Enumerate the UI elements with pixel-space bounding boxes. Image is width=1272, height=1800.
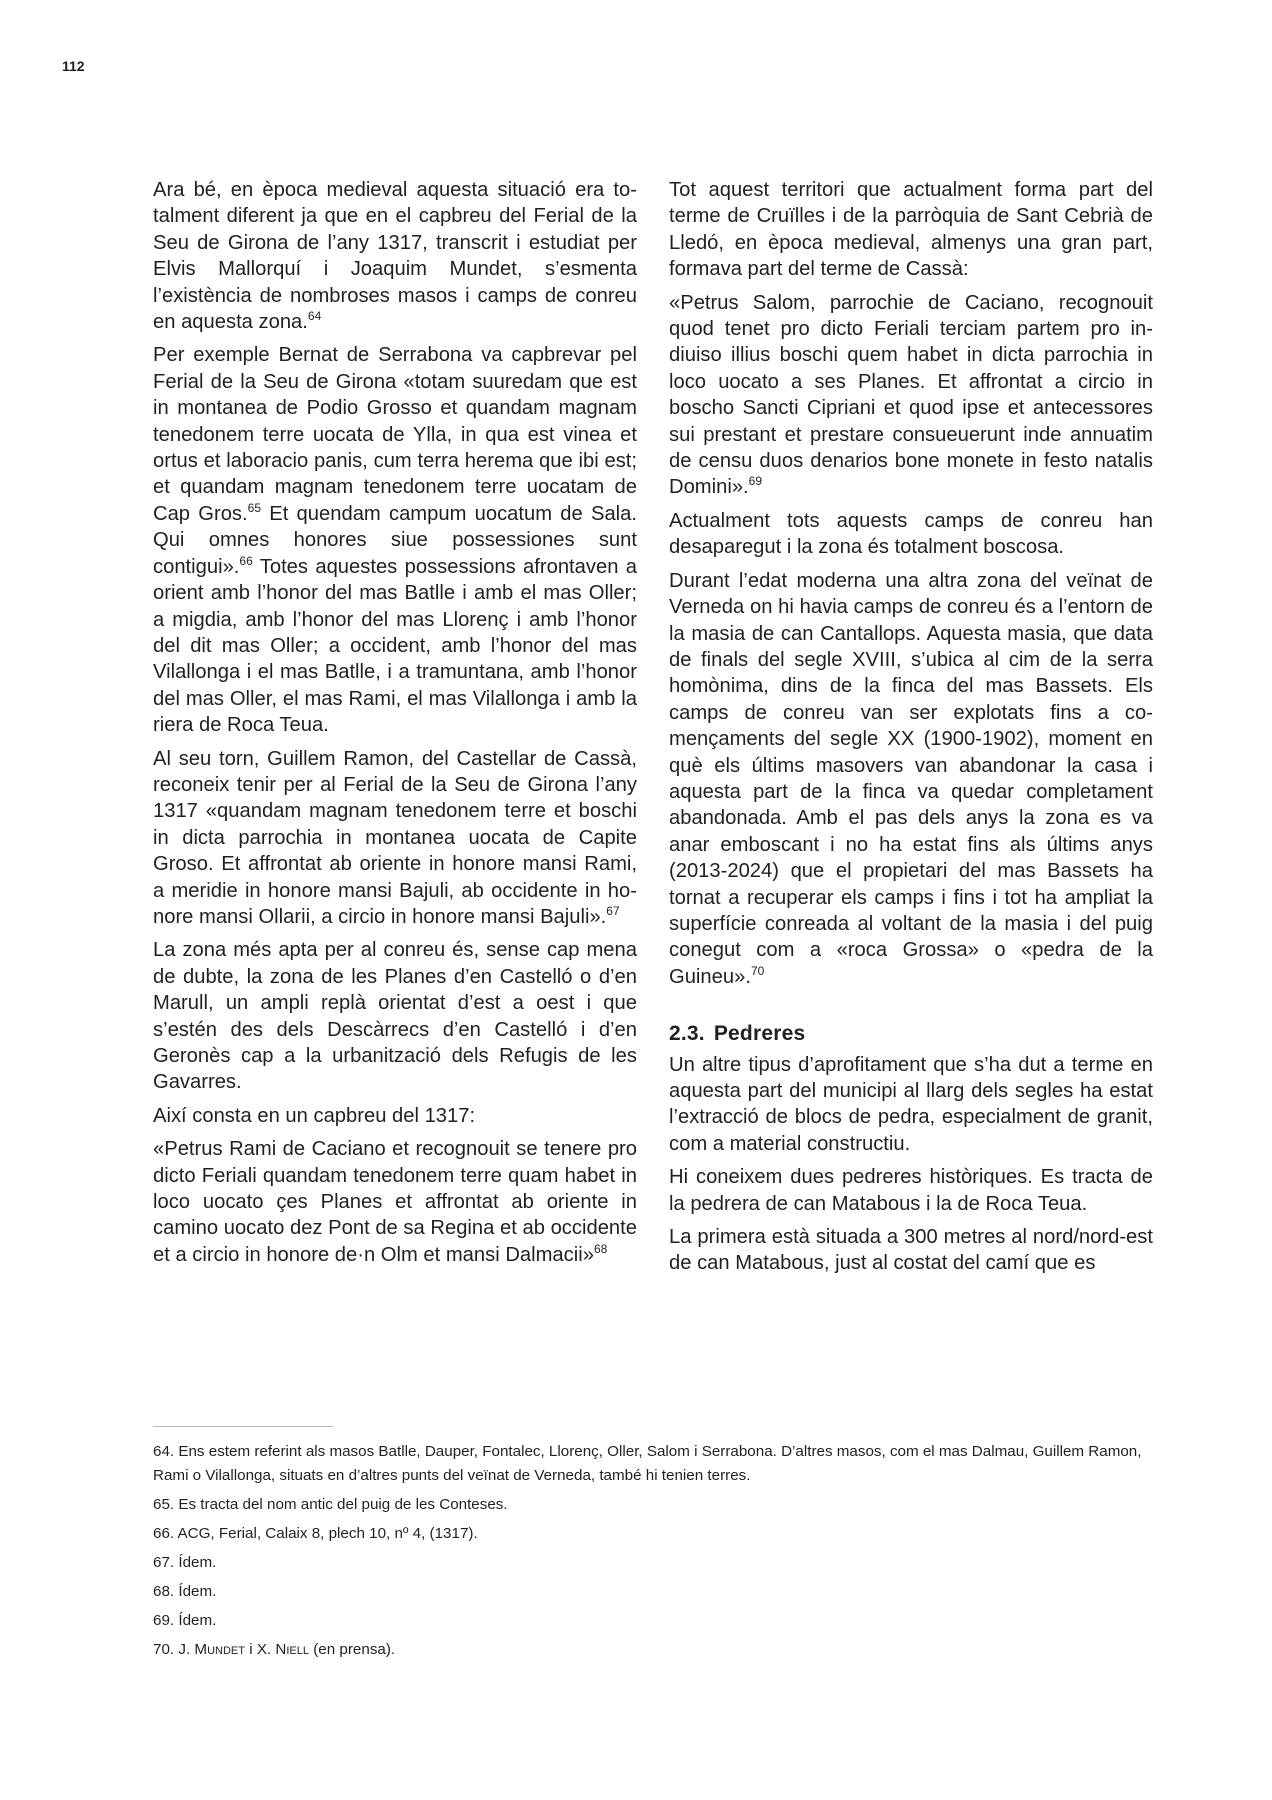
- footnote-text: Ídem.: [178, 1554, 217, 1571]
- paragraph: [669, 177, 1153, 283]
- footnote-number: 68.: [153, 1583, 175, 1600]
- footnote-text: (en prensa).: [313, 1641, 396, 1658]
- footnote-ref[interactable]: 67: [606, 903, 620, 918]
- footnotes: [153, 1440, 1153, 1667]
- paragraph: [669, 1164, 1153, 1217]
- paragraph-text: Actualment tots aquests camps de conreu han desaparegut i la zona és totalment boscosa.: [669, 509, 1153, 559]
- footnote-ref[interactable]: 66: [239, 553, 253, 568]
- author-initial: X.: [256, 1641, 272, 1658]
- paragraph-text: «Petrus Salom, parrochie de Caciano, recognouit quod tenet pro dicto Feriali terciam partem pro indiuiso illius boschi quem habet in dicta parrochia in loco uocato a ses Planes. Et affrontat a circio in boscho Sancti Cipriani et quod ipse et antecessores sui prestant et prestare consueuerunt inde annuatim de censu duos denarios bone monete in festo natalis Domini».: [669, 291, 1153, 499]
- paragraph-text: «Petrus Rami de Caciano et recognouit se tenere pro dicto Feriali quandam tenedonem terre quam habet in loco uocato çes Planes et affrontat ab oriente in camino uocato dez Pont de sa Regina et ab occidente et a circio in honore de·n Olm et mansi Dalmacii»: [153, 1138, 637, 1266]
- paragraph-text: La zona més apta per al conreu és, sense cap mena de dubte, la zona de les Planes d’en Castelló o d’en Marull, un ampli replà orientat d’est a oest i que s’estén des dels Descàrrecs d’en Castelló i d’en Geronès cap a la urbanització dels Refugis de les Gavarres.: [153, 939, 637, 1094]
- paragraph-text: Ara bé, en època medieval aquesta situació era totalment diferent ja que en el capbreu del Ferial de la Seu de Girona de l’any 1317, transcrit i estudiat per Elvis Mallorquí i Joaquim Mundet, s’esmenta l’existència de nombroses masos i camps de conreu en aquesta zona.: [153, 179, 637, 334]
- quote-paragraph: [153, 1136, 637, 1268]
- footnote-ref[interactable]: 70: [750, 963, 765, 978]
- footnote-number: 64.: [153, 1443, 175, 1460]
- footnote-text: Ídem.: [178, 1612, 217, 1629]
- paragraph-text: Totes aquestes possessions afrontaven a orient amb l’honor del mas Batlle i amb el mas Oller; a migdia, amb l’honor del mas Llorenç i amb l’honor del dit mas Oller; a occident, amb l’honor del mas Vilallonga i el mas Batlle, i a tramuntana, amb l’honor del mas Oller, el mas Rami, el mas Vilallonga i amb la riera de Roca Teua.: [153, 555, 637, 737]
- paragraph-text: Per exemple Bernat de Serrabona va capbrevar pel Ferial de la Seu de Girona «totam suuredam que est in montanea de Podio Grosso et quandam magnam tenedonem terre uocata de Ylla, in qua est vinea et ortus et laboracio panis, cum terra herema que ibi est; et quandam magnam tenedonem terre uocatam de Cap Gros.: [153, 344, 637, 525]
- footnote-number: 65.: [153, 1496, 175, 1513]
- paragraph: [669, 568, 1153, 991]
- paragraph: [153, 937, 637, 1095]
- footnote-67: [153, 1551, 1153, 1575]
- footnote-ref[interactable]: 68: [593, 1241, 608, 1256]
- footnote-number: 70.: [153, 1641, 175, 1658]
- footnote-64: [153, 1440, 1153, 1488]
- paragraph: [669, 508, 1153, 561]
- footnote-text: ACG, Ferial, Calaix 8, plech 10, nº 4, (1317).: [177, 1525, 478, 1542]
- footnote-number: 66.: [153, 1525, 175, 1542]
- section-title: Pedreres: [713, 1022, 806, 1046]
- author-name: Mundet: [194, 1641, 245, 1658]
- page-number: 112: [62, 58, 85, 74]
- footnote-65: [153, 1493, 1153, 1517]
- footnote-text: Es tracta del nom antic del puig de les Conteses.: [178, 1496, 508, 1513]
- author-initial: J.: [178, 1641, 191, 1658]
- paragraph-text: La primera està situada a 300 metres al nord/nord-est de can Matabous, just al costat del camí que es: [669, 1226, 1153, 1275]
- left-column: [153, 177, 637, 1275]
- paragraph: [153, 342, 637, 738]
- footnote-number: 67.: [153, 1554, 175, 1571]
- footnote-ref[interactable]: 69: [748, 474, 763, 489]
- paragraph: [669, 1224, 1153, 1277]
- paragraph-text: Així consta en un capbreu del 1317:: [153, 1104, 476, 1127]
- section-number: 2.3.: [669, 1022, 705, 1046]
- paragraph: [153, 1103, 637, 1129]
- right-column: [669, 177, 1153, 1284]
- paragraph-text: Al seu torn, Guillem Ramon, del Castellar de Cassà, reconeix tenir per al Ferial de la Seu de Girona l’any 1317 «quandam magnam tenedonem terre et boschi in dicta parrochia in montanea uocata de Capite Groso. Et affrontat ab oriente in honore mansi Rami, a meridie in honore mansi Bajuli, ab occidente in honore mansi Ollarii, a circio in honore mansi Bajuli».: [153, 747, 637, 928]
- paragraph-text: Tot aquest territori que actualment forma part del terme de Cruïlles i de la parròquia de Sant Cebrià de Lledó, en època medieval, almenys una gran part, formava part del terme de Cassà:: [669, 179, 1153, 281]
- paragraph-text: Un altre tipus d’aprofitament que s’ha dut a terme en aquesta part del municipi al llarg dels segles ha estat l’extracció de blocs de pedra, especialment de granit, com a material constructiu.: [669, 1053, 1153, 1155]
- footnote-divider: [153, 1426, 333, 1427]
- paragraph-text: Hi coneixem dues pedreres històriques. Es tracta de la pedrera de can Matabous i la de Roca Teua.: [669, 1166, 1153, 1215]
- paragraph-text: Et quendam campum uocatum de Sala. Qui omnes honores siue possessiones sunt contigui».: [153, 502, 638, 578]
- conjunction: i: [249, 1641, 253, 1658]
- paragraph: [669, 1052, 1153, 1158]
- paragraph: [153, 746, 637, 931]
- footnote-66: [153, 1522, 1153, 1546]
- footnote-ref[interactable]: 64: [307, 309, 322, 324]
- paragraph-text: Durant l’edat moderna una altra zona del veïnat de Verneda on hi havia camps de conreu és a l’entorn de la masia de can Cantallops. Aquesta masia, que data de finals del segle XVIII, s’ubica al cim de la serra homònima, dins de la finca del mas Bassets. Els camps de conreu van ser explotats fins a començaments del segle XX (1900-1902), moment en què els últims masovers van abandonar la casa i aquesta part de la finca va quedar completament abandonada. Amb el pas dels anys la zona es va anar emboscant i no ha estat fins als últims anys (2013-2024) que el propietari del mas Bassets ha tornat a recuperar els camps i fins i tot ha ampliat la superfície conreada al voltant de la masia i del puig conegut com a «roca Grossa» o «pedra de la Guineu».: [669, 569, 1153, 988]
- footnote-number: 69.: [153, 1612, 175, 1629]
- section-heading: [669, 1021, 1153, 1047]
- footnote-69: [153, 1609, 1153, 1633]
- footnote-ref[interactable]: 65: [247, 500, 261, 515]
- footnote-70: [153, 1638, 1153, 1662]
- author-name: Niell: [275, 1641, 310, 1658]
- footnote-text: Ens estem referint als masos Batlle, Dauper, Fontalec, Llorenç, Oller, Salom i Serrabona. D’altres masos, com el mas Dalmau, Guillem Ramon, Rami o Vilallonga, situats en d’altres punts del veïnat de Verneda, també hi tenien terres.: [153, 1443, 1142, 1484]
- quote-paragraph: [669, 290, 1153, 501]
- paragraph: [153, 177, 637, 335]
- footnote-text: Ídem.: [178, 1583, 217, 1600]
- footnote-68: [153, 1580, 1153, 1604]
